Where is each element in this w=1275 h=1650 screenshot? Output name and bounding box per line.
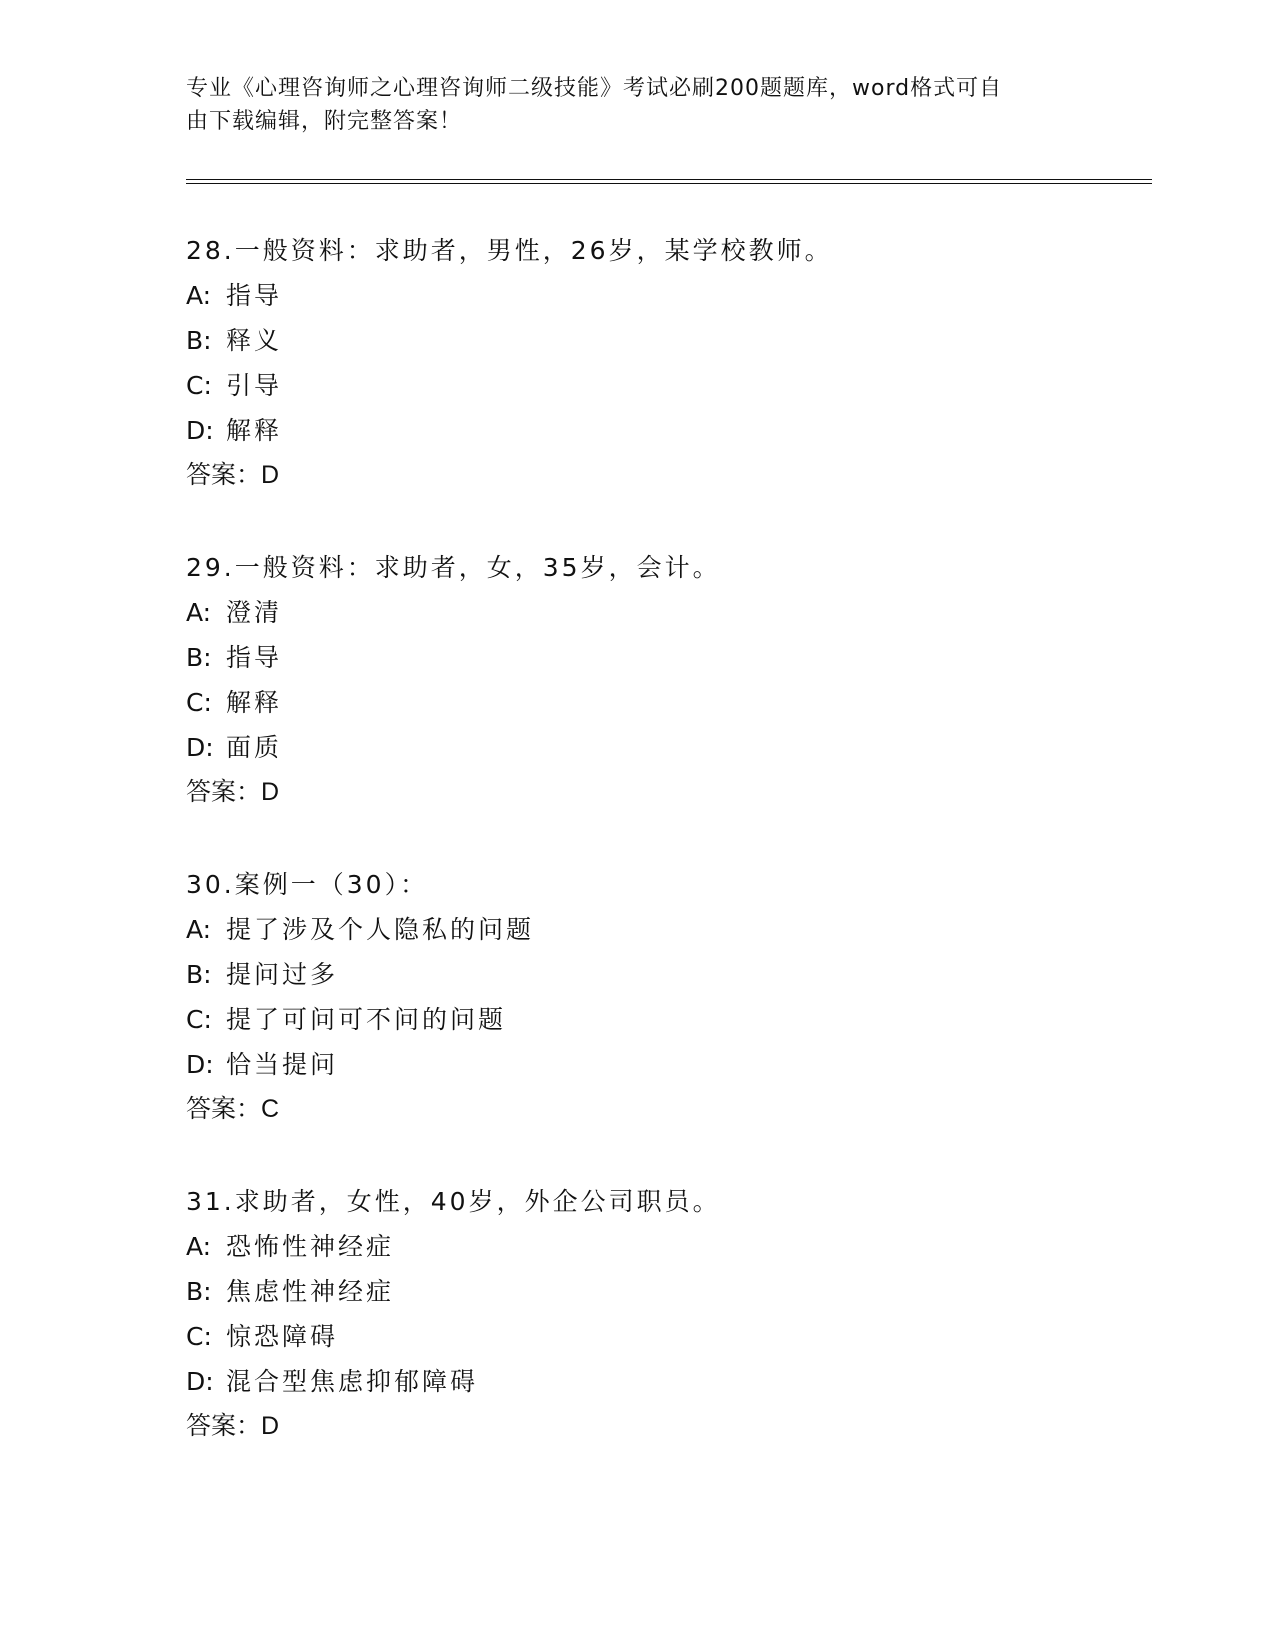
document-header: [186, 72, 1066, 138]
option-text: 引导: [226, 371, 283, 400]
option-b: [186, 318, 1086, 363]
answer-line: 答案：D: [186, 1412, 280, 1440]
option-letter: B:: [186, 960, 212, 989]
option-letter: C:: [186, 371, 212, 400]
option-d: [186, 1359, 1086, 1404]
option-text: 焦虑性神经症: [226, 1277, 395, 1306]
option-d: [186, 408, 1086, 453]
option-b: [186, 1269, 1086, 1314]
header-line-1: 专业《心理咨询师之心理咨询师二级技能》考试必刷200题题库，word格式可自: [186, 76, 1003, 101]
answer-line: 答案：C: [186, 1095, 280, 1123]
option-letter: D:: [186, 1050, 214, 1079]
option-text: 解释: [226, 688, 283, 717]
question-31: [186, 1179, 1086, 1449]
option-letter: D:: [186, 733, 214, 762]
option-letter: D:: [186, 416, 214, 445]
question-30: [186, 862, 1086, 1132]
option-text: 恰当提问: [226, 1050, 339, 1079]
option-b: [186, 635, 1086, 680]
option-text: 惊恐障碍: [226, 1322, 339, 1351]
option-c: [186, 363, 1086, 408]
option-text: 混合型焦虑抑郁障碍: [226, 1367, 479, 1396]
option-text: 恐怖性神经症: [226, 1232, 395, 1261]
option-text: 提了可问可不问的问题: [226, 1005, 507, 1034]
option-letter: A:: [186, 598, 212, 627]
option-letter: C:: [186, 1322, 212, 1351]
option-text: 提了涉及个人隐私的问题: [226, 915, 535, 944]
option-letter: A:: [186, 281, 212, 310]
option-b: [186, 952, 1086, 997]
answer-line: 答案：D: [186, 778, 280, 806]
option-letter: A:: [186, 1232, 212, 1261]
option-letter: D:: [186, 1367, 214, 1396]
option-a: [186, 590, 1086, 635]
header-line-2: 由下载编辑，附完整答案！: [186, 109, 463, 134]
option-text: 释义: [226, 326, 283, 355]
option-a: [186, 273, 1086, 318]
question-stem: 28.一般资料：求助者，男性，26岁，某学校教师。: [186, 236, 833, 265]
header-divider-bottom: [186, 183, 1152, 184]
question-stem: 31.求助者，女性，40岁，外企公司职员。: [186, 1187, 721, 1216]
answer-line: 答案：D: [186, 461, 280, 489]
question-stem: 29.一般资料：求助者，女，35岁，会计。: [186, 553, 721, 582]
question-28: [186, 228, 1086, 498]
option-text: 指导: [226, 281, 283, 310]
option-c: [186, 1314, 1086, 1359]
option-text: 面质: [226, 733, 283, 762]
option-a: [186, 1224, 1086, 1269]
question-stem: 30.案例一（30）：: [186, 870, 429, 899]
option-d: [186, 725, 1086, 770]
option-letter: C:: [186, 688, 212, 717]
option-c: [186, 680, 1086, 725]
option-text: 提问过多: [226, 960, 339, 989]
option-text: 澄清: [226, 598, 283, 627]
option-a: [186, 907, 1086, 952]
option-letter: C:: [186, 1005, 212, 1034]
option-d: [186, 1042, 1086, 1087]
option-letter: B:: [186, 643, 212, 672]
option-letter: B:: [186, 326, 212, 355]
option-c: [186, 997, 1086, 1042]
question-29: [186, 545, 1086, 815]
option-letter: B:: [186, 1277, 212, 1306]
option-letter: A:: [186, 915, 212, 944]
option-text: 解释: [226, 416, 283, 445]
header-divider-top: [186, 179, 1152, 180]
option-text: 指导: [226, 643, 283, 672]
